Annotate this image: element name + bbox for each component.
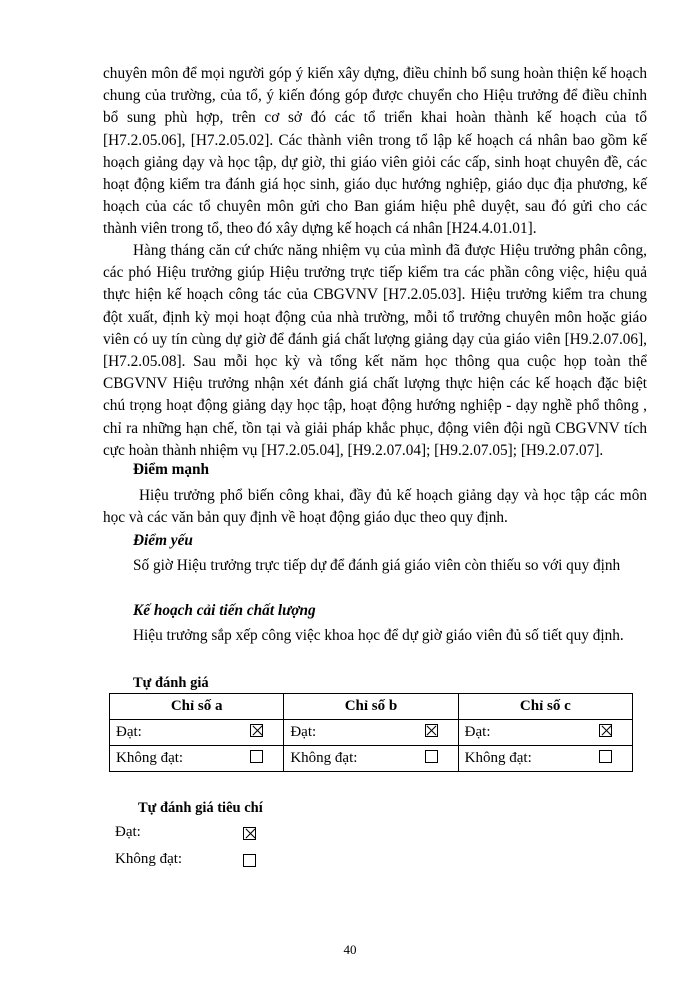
- criteria-fail-row: [115, 851, 182, 868]
- table-header-row: [110, 694, 633, 720]
- empty-box-icon[interactable]: [599, 750, 612, 763]
- paragraph-2: [103, 240, 647, 462]
- column-header: Chỉ số a: [110, 694, 284, 720]
- weakness-paragraph: [103, 555, 647, 577]
- plan-text: Hiệu trưởng sắp xếp công việc khoa học để dự giờ giáo viên đủ số tiết quy định.: [133, 627, 624, 644]
- checked-box-icon[interactable]: [425, 724, 438, 737]
- weakness-text: Số giờ Hiệu trưởng trực tiếp dự để đánh giá giáo viên còn thiếu so với quy định: [133, 557, 621, 574]
- paragraph-1: chuyên môn để mọi người góp ý kiến xây dựng, điều chỉnh bổ sung hoàn thiện kế hoạch chung của trường, của tổ, ý kiến đóng góp được chuyển cho Hiệu trưởng để điều chỉnh bổ sung phù hợp, trên cơ sở đó các tổ triển khai hoàn thành kế hoạch của tổ [H7.2.05.06], [H7.2.05.02]. Các thành viên trong tổ lập kế hoạch cá nhân bao gồm kế hoạch giảng dạy và học tập, dự giờ, thi giáo viên giỏi các cấp, sinh hoạt chuyên đề, các hoạt động kiểm tra đánh giá học sinh, giáo dục hướng nghiệp, giáo dục địa phương, kế hoạch của các tổ chuyên môn gửi cho Ban giám hiệu phê duyệt, sau đó gửi cho các thành viên trong tổ, theo đó xây dựng kế hoạch cá nhân [H24.4.01.01].: [103, 65, 647, 238]
- checked-box-icon[interactable]: [250, 724, 263, 737]
- strengths-heading: Điểm mạnh: [133, 461, 210, 478]
- table-cell: [458, 720, 632, 746]
- criteria-assessment-heading: Tự đánh giá tiêu chí: [138, 800, 263, 816]
- table-cell: [284, 720, 458, 746]
- checked-box-icon[interactable]: [243, 827, 256, 840]
- table-cell: [110, 746, 284, 772]
- criteria-pass-row: [115, 824, 141, 841]
- paragraph-2-text: Hàng tháng căn cứ chức năng nhiệm vụ của mình đã được Hiệu trưởng phân công, các phó Hiệu trưởng giúp Hiệu trưởng trực tiếp kiểm tra các phần công việc, hiệu quả thực hiện kế hoạch công tác của CBGVNV [H7.2.05.03]. Hiệu trưởng kiểm tra chung đột xuất, định kỳ mọi hoạt động của nhà trường, mỗi tổ trưởng chuyên môn hoặc giáo viên có uy tín cùng dự giờ để đánh giá chất lượng giảng dạy của giáo viên [H9.2.07.06], [H7.2.05.08]. Sau mỗi học kỳ và tổng kết năm học thông qua cuộc họp toàn thể CBGVNV Hiệu trưởng nhận xét đánh giá chất lượng thực hiện các kế hoạch đặc biệt chú trọng hoạt động giảng dạy học tập, hoạt động hướng nghiệp - dạy nghề phổ thông , chỉ ra những hạn chế, tồn tại và giải pháp khắc phục, động viên đội ngũ CBGVNV tích cực hoàn thành nhiệm vụ [H7.2.05.04], [H9.2.07.04]; [H9.2.07.05]; [H9.2.07.07].: [103, 242, 647, 459]
- weakness-heading: Điểm yếu: [133, 532, 193, 549]
- empty-box-icon[interactable]: [250, 750, 263, 763]
- checked-box-icon[interactable]: [599, 724, 612, 737]
- empty-box-icon[interactable]: [425, 750, 438, 763]
- criteria-fail-label: Không đạt:: [115, 851, 183, 867]
- criteria-pass-label: Đạt:: [115, 824, 141, 840]
- table-cell: [284, 746, 458, 772]
- column-header: Chỉ số b: [284, 694, 458, 720]
- fail-label: Không đạt:: [464, 750, 532, 766]
- strengths-text: Hiệu trưởng phổ biến công khai, đầy đủ kế hoạch giảng dạy và học tập các môn học và các văn bản quy định về hoạt động giáo dục theo quy định.: [103, 487, 647, 527]
- plan-heading: Kế hoạch cải tiến chất lượng: [133, 602, 316, 619]
- page-number: 40: [343, 942, 357, 957]
- self-assessment-heading: Tự đánh giá: [133, 675, 209, 691]
- table-row-fail: [110, 746, 633, 772]
- column-header: Chỉ số c: [458, 694, 632, 720]
- pass-label: Đạt:: [464, 724, 491, 740]
- table-cell: [458, 746, 632, 772]
- plan-paragraph: [103, 625, 647, 647]
- empty-box-icon[interactable]: [243, 854, 256, 867]
- self-assessment-table: [109, 693, 633, 772]
- pass-label: Đạt:: [290, 724, 317, 740]
- fail-label: Không đạt:: [290, 750, 358, 766]
- fail-label: Không đạt:: [116, 750, 184, 766]
- strengths-paragraph: [103, 485, 647, 529]
- table-cell: [110, 720, 284, 746]
- pass-label: Đạt:: [116, 724, 142, 740]
- table-row-pass: [110, 720, 633, 746]
